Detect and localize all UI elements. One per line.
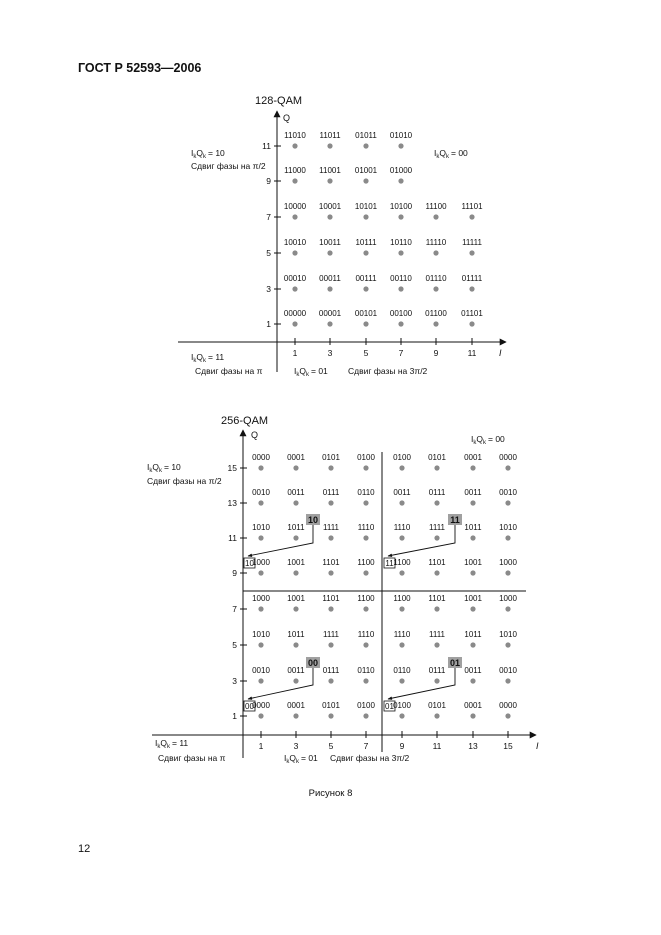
qam256-i-tick-label: 3 (293, 741, 299, 751)
qam256-point-label: 1001 (464, 594, 482, 603)
qam256-point (470, 500, 475, 505)
qam128-point-label: 00100 (389, 309, 413, 318)
qam256-point-label: 1010 (499, 523, 517, 532)
qam256-point-label: 1001 (464, 558, 482, 567)
qam128-point (363, 214, 368, 219)
qam256-point-label: 0110 (357, 666, 375, 675)
qam128-point (292, 214, 297, 219)
qam256-points (252, 453, 517, 719)
qam128-point (469, 214, 474, 219)
qam128-quadrant-10-shift: Сдвиг фазы на π/2 (191, 161, 266, 171)
qam256-quadrant-10-shift: Сдвиг фазы на π/2 (147, 476, 222, 486)
qam128-point (398, 214, 403, 219)
qam256-i-tick-label: 7 (363, 741, 369, 751)
qam128-point-label: 00101 (354, 309, 378, 318)
qam128-point (398, 143, 403, 148)
qam256-point (505, 570, 510, 575)
qam256-point-label: 1101 (322, 558, 340, 567)
qam256-point-label: 1010 (252, 523, 270, 532)
qam128-point-label: 10110 (390, 238, 412, 247)
qam256-point-label: 1011 (464, 523, 482, 532)
qam256-prefix-tag: 01 (385, 702, 394, 711)
qam256-quadrant-tag: 11 (450, 515, 460, 525)
qam256-point-label: 0111 (428, 666, 446, 675)
qam256-point (293, 570, 298, 575)
qam256-point-label: 1111 (428, 630, 446, 639)
qam128-point (433, 321, 438, 326)
qam256-point (258, 500, 263, 505)
qam256-point (328, 678, 333, 683)
qam256-diagram (147, 415, 539, 765)
qam256-point-label: 0100 (393, 453, 411, 462)
qam256-point (434, 465, 439, 470)
qam128-point-label: 10000 (283, 202, 307, 211)
qam256-point-label: 1111 (428, 523, 446, 532)
qam128-point-label: 11001 (319, 166, 341, 175)
qam128-point-label: 11111 (462, 238, 482, 247)
qam128-point-label: 10010 (283, 238, 307, 247)
qam128-point-label: 11011 (319, 131, 341, 140)
qam256-i-tick-label: 1 (258, 741, 264, 751)
qam128-point-label: 01100 (425, 309, 447, 318)
qam256-point (258, 535, 263, 540)
qam128-point-label: 10011 (319, 238, 341, 247)
qam256-q-label: Q (251, 430, 259, 440)
qam128-quadrant-10-label: $I_kQ_k = 10$ (191, 148, 225, 160)
qam256-point-label: 1010 (252, 630, 270, 639)
qam128-point-label: 11101 (461, 202, 483, 211)
qam256-point (293, 713, 298, 718)
qam128-point (469, 250, 474, 255)
qam256-point (363, 678, 368, 683)
qam256-point (258, 465, 263, 470)
qam128-point-label: 01110 (425, 274, 447, 283)
qam128-point-label: 11000 (284, 166, 306, 175)
qam256-point-label: 0101 (428, 701, 446, 710)
qam256-point-label: 1110 (393, 630, 411, 639)
qam128-point-label: 11010 (284, 131, 306, 140)
qam128-diagram (178, 95, 506, 378)
qam256-point-label: 0110 (357, 488, 375, 497)
qam256-point-label: 0001 (287, 453, 305, 462)
qam128-i-tick-label: 7 (398, 348, 404, 358)
qam256-q-tick-label: 5 (232, 640, 237, 650)
qam256-point (470, 713, 475, 718)
qam256-point (434, 642, 439, 647)
qam256-point-label: 0010 (252, 666, 270, 675)
qam256-q-tick-label: 1 (232, 711, 237, 721)
qam256-point-label: 0100 (393, 701, 411, 710)
qam128-point (398, 250, 403, 255)
qam256-point (399, 678, 404, 683)
qam256-point (434, 535, 439, 540)
qam256-quadrant-01-label: $I_kQ_k = 01$ (284, 753, 318, 765)
qam256-point (399, 713, 404, 718)
qam256-point (258, 678, 263, 683)
qam256-point (293, 642, 298, 647)
qam128-point (433, 286, 438, 291)
qam256-q-tick-label: 7 (232, 604, 237, 614)
qam256-point-label: 0010 (499, 488, 517, 497)
qam256-point (293, 465, 298, 470)
qam256-quadrant-11-shift: Сдвиг фазы на π (158, 753, 226, 763)
qam128-point (292, 178, 297, 183)
qam128-quadrant-01-label: $I_kQ_k = 01$ (294, 366, 328, 378)
qam256-point (293, 606, 298, 611)
qam256-point (258, 713, 263, 718)
qam256-q-tick-label: 9 (232, 568, 237, 578)
qam256-point (470, 570, 475, 575)
qam256-point-label: 0011 (287, 666, 305, 675)
qam256-point (258, 642, 263, 647)
qam128-point (327, 321, 332, 326)
qam256-point (363, 535, 368, 540)
qam128-point-label: 00111 (355, 274, 377, 283)
qam256-point-label: 1011 (287, 630, 305, 639)
qam256-i-tick-label: 9 (399, 741, 405, 751)
qam128-point (433, 214, 438, 219)
qam128-point-label: 01111 (461, 274, 483, 283)
qam256-point (470, 642, 475, 647)
qam256-point (328, 500, 333, 505)
qam256-point (363, 713, 368, 718)
qam256-quadrant-tag: 10 (307, 515, 319, 525)
qam128-point-label: 10001 (318, 202, 342, 211)
qam256-point-label: 0111 (322, 666, 340, 675)
qam256-point (470, 606, 475, 611)
qam256-point-label: 1001 (287, 558, 305, 567)
qam256-point-label: 1101 (322, 594, 340, 603)
qam128-point-label: 00000 (283, 309, 307, 318)
qam256-quadrant-tag: 01 (449, 658, 461, 668)
qam128-point-label: 10101 (354, 202, 378, 211)
qam256-point-label: 1101 (428, 558, 446, 567)
qam128-point (398, 178, 403, 183)
qam256-point (505, 465, 510, 470)
qam128-point (292, 321, 297, 326)
qam128-point (363, 178, 368, 183)
qam256-point-label: 0111 (428, 488, 446, 497)
qam256-quadrant-10-label: $I_kQ_k = 10$ (147, 462, 181, 474)
qam256-point (328, 713, 333, 718)
qam256-point (505, 678, 510, 683)
qam256-point-label: 1101 (428, 594, 446, 603)
qam128-point-label: 00001 (318, 309, 342, 318)
qam128-q-tick-label: 11 (262, 141, 271, 151)
qam128-point (327, 214, 332, 219)
qam128-point-label: 10111 (355, 238, 377, 247)
qam128-q-tick-label: 7 (266, 212, 271, 222)
qam128-i-label: I (499, 348, 502, 358)
qam128-point (363, 321, 368, 326)
qam256-point-label: 0001 (464, 701, 482, 710)
qam256-point (258, 570, 263, 575)
qam128-i-tick-label: 5 (363, 348, 369, 358)
qam256-i-label: I (536, 741, 539, 751)
qam256-prefix-tag: 11 (385, 559, 394, 568)
qam128-point-label: 00011 (319, 274, 341, 283)
qam256-point-label: 1000 (252, 558, 270, 567)
qam256-prefix-tag: 00 (245, 702, 254, 711)
qam256-point-label: 0011 (464, 488, 482, 497)
qam256-point-label: 1111 (322, 630, 340, 639)
qam256-point (363, 465, 368, 470)
qam256-q-tick-label: 13 (227, 498, 237, 508)
qam128-quadrant-11-shift: Сдвиг фазы на π (195, 366, 263, 376)
qam128-q-tick-label: 5 (266, 248, 271, 258)
qam128-point (327, 143, 332, 148)
qam256-point (434, 678, 439, 683)
qam128-point-label: 11100 (425, 202, 447, 211)
qam256-point (505, 642, 510, 647)
qam256-point-label: 0001 (464, 453, 482, 462)
qam256-point (505, 713, 510, 718)
qam256-point-label: 1100 (393, 558, 411, 567)
qam256-point-label: 1000 (499, 558, 517, 567)
qam256-point (363, 570, 368, 575)
qam256-point-label: 1100 (393, 594, 411, 603)
qam256-i-tick-label: 11 (432, 741, 442, 751)
qam128-point (327, 250, 332, 255)
qam256-point (293, 678, 298, 683)
qam128-point (398, 286, 403, 291)
qam256-point (470, 678, 475, 683)
qam256-point-label: 0101 (322, 701, 340, 710)
qam256-title: 256-QAM (221, 415, 269, 427)
qam256-i-tick-label: 13 (468, 741, 478, 751)
qam256-point (258, 606, 263, 611)
qam128-point (363, 286, 368, 291)
qam256-point (363, 606, 368, 611)
qam128-i-tick-label: 9 (433, 348, 439, 358)
qam128-quadrant-00-label: $I_kQ_k = 00$ (434, 148, 468, 160)
qam128-i-tick-label: 1 (292, 348, 298, 358)
qam256-point (434, 570, 439, 575)
qam128-quadrant-01-shift: Сдвиг фазы на 3π/2 (348, 366, 428, 376)
qam128-quadrant-11-label: $I_kQ_k = 11$ (191, 352, 225, 364)
qam256-point (434, 500, 439, 505)
qam256-i-tick-label: 5 (328, 741, 334, 751)
qam128-point (292, 143, 297, 148)
qam256-point (399, 535, 404, 540)
qam128-q-tick-label: 9 (266, 176, 271, 186)
qam128-point (398, 321, 403, 326)
qam128-point-label: 00110 (390, 274, 412, 283)
qam256-point-label: 0000 (499, 453, 517, 462)
qam128-q-tick-label: 3 (266, 284, 271, 294)
qam128-point (469, 286, 474, 291)
qam256-point (293, 500, 298, 505)
qam128-point-label: 01001 (354, 166, 378, 175)
qam256-point-label: 1100 (357, 594, 375, 603)
qam256-point-label: 1001 (287, 594, 305, 603)
qam256-quadrant-01-shift: Сдвиг фазы на 3π/2 (330, 753, 410, 763)
qam256-point (328, 535, 333, 540)
qam256-point (470, 465, 475, 470)
qam128-point (363, 143, 368, 148)
qam256-prefix-tag: 10 (245, 559, 254, 568)
qam256-q-tick-label: 3 (232, 676, 237, 686)
qam256-point (293, 535, 298, 540)
qam256-point-label: 1110 (357, 523, 375, 532)
qam128-points (284, 131, 484, 327)
qam256-point (399, 570, 404, 575)
qam256-point-label: 1010 (499, 630, 517, 639)
qam128-point-label: 01011 (355, 131, 377, 140)
qam128-point-label: 01101 (461, 309, 483, 318)
qam256-point (470, 535, 475, 540)
qam128-i-tick-label: 11 (467, 348, 477, 358)
qam256-point-label: 0011 (393, 488, 411, 497)
qam256-quadrant-11-label: $I_kQ_k = 11$ (155, 738, 189, 750)
qam256-point-label: 0101 (428, 453, 446, 462)
qam128-point (292, 286, 297, 291)
qam256-i-tick-label: 15 (503, 741, 513, 751)
qam256-point-label: 1110 (393, 523, 411, 532)
qam256-point (328, 606, 333, 611)
qam256-point (399, 500, 404, 505)
qam256-q-tick-label: 11 (228, 533, 237, 543)
page-number: 12 (78, 843, 91, 855)
qam128-i-tick-label: 3 (327, 348, 333, 358)
qam256-point (434, 606, 439, 611)
qam256-point-label: 0110 (393, 666, 411, 675)
qam256-point (399, 465, 404, 470)
qam128-point (327, 178, 332, 183)
qam256-point-label: 0010 (499, 666, 517, 675)
qam256-point-label: 0011 (287, 488, 305, 497)
qam256-point (505, 606, 510, 611)
qam256-point-label: 1000 (252, 594, 270, 603)
qam256-point-label: 0000 (252, 701, 270, 710)
qam256-point-label: 0100 (357, 453, 375, 462)
qam128-point (327, 286, 332, 291)
qam128-point (433, 250, 438, 255)
qam256-point-label: 1000 (499, 594, 517, 603)
qam256-point (328, 642, 333, 647)
qam256-point-label: 0010 (252, 488, 270, 497)
qam256-quadrant-00-label: $I_kQ_k = 00$ (471, 434, 505, 446)
qam256-point-label: 0100 (357, 701, 375, 710)
qam256-point (328, 465, 333, 470)
qam256-point-label: 0111 (322, 488, 340, 497)
qam256-point (505, 535, 510, 540)
qam256-point (434, 713, 439, 718)
qam256-point-label: 0011 (464, 666, 482, 675)
qam256-point-label: 0000 (252, 453, 270, 462)
qam128-point (292, 250, 297, 255)
qam256-quadrant-tag: 00 (307, 658, 319, 668)
qam256-point-label: 0000 (499, 701, 517, 710)
qam256-point-label: 1011 (464, 630, 482, 639)
qam256-point (363, 642, 368, 647)
qam128-point-label: 00010 (283, 274, 307, 283)
qam256-point (328, 570, 333, 575)
qam128-title: 128-QAM (255, 95, 303, 107)
qam256-point-label: 1110 (357, 630, 375, 639)
qam256-point-label: 0001 (287, 701, 305, 710)
qam256-point-label: 1111 (322, 523, 340, 532)
qam128-point-label: 10100 (389, 202, 413, 211)
document-header: ГОСТ Р 52593—2006 (78, 61, 202, 75)
qam256-point-label: 0101 (322, 453, 340, 462)
qam128-point-label: 01000 (389, 166, 413, 175)
qam128-q-tick-label: 1 (266, 319, 271, 329)
qam128-point-label: 11110 (425, 238, 447, 247)
qam256-point-label: 1011 (287, 523, 305, 532)
qam128-point (363, 250, 368, 255)
qam128-point-label: 01010 (389, 131, 413, 140)
qam256-point (505, 500, 510, 505)
figure-caption: Рисунок 8 (308, 788, 353, 799)
qam256-point (399, 642, 404, 647)
qam128-q-label: Q (283, 113, 291, 123)
qam256-point-label: 1100 (357, 558, 375, 567)
qam256-point (363, 500, 368, 505)
qam256-q-tick-label: 15 (227, 463, 237, 473)
qam256-tags (244, 514, 462, 711)
qam256-point (399, 606, 404, 611)
qam128-point (469, 321, 474, 326)
